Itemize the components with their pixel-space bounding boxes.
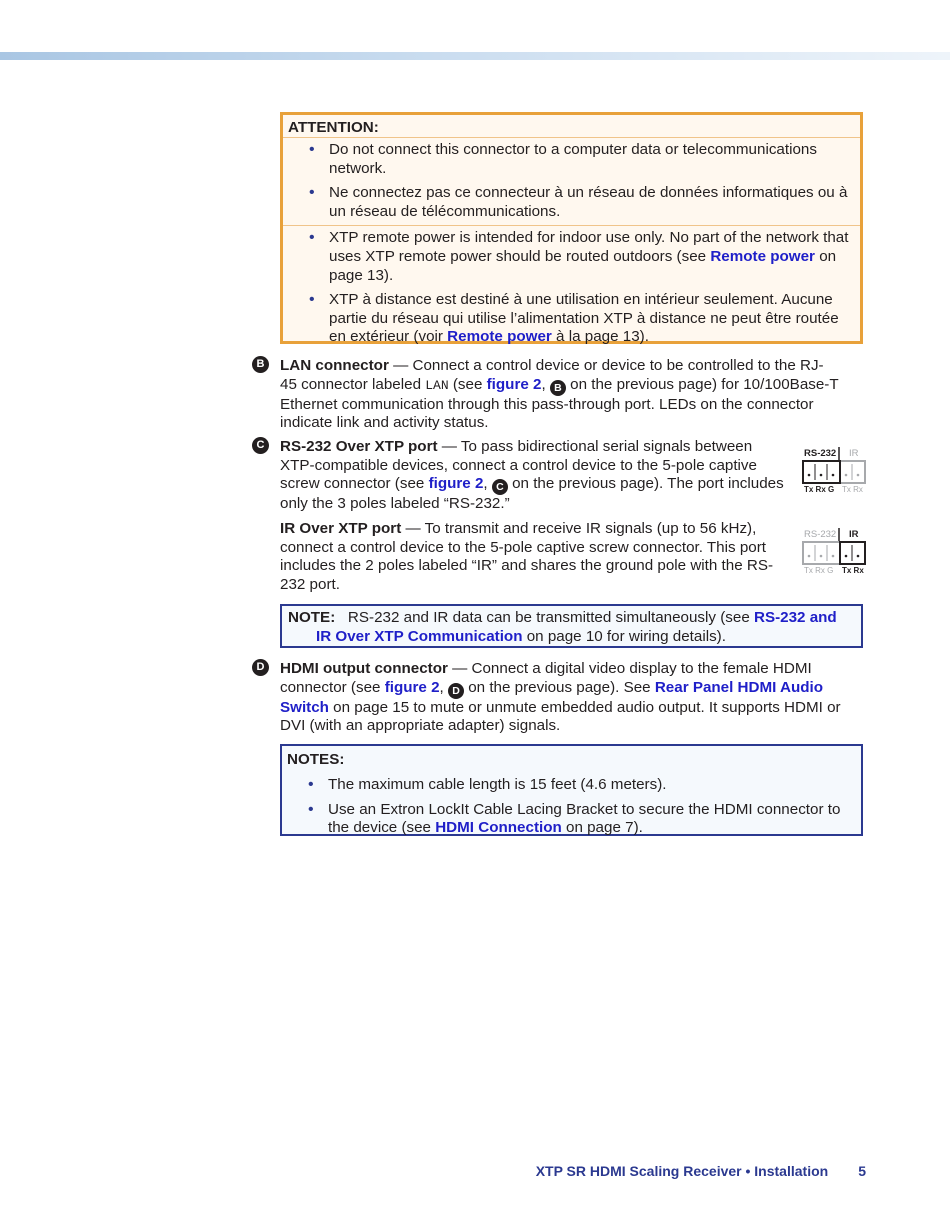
notes-box xyxy=(280,744,863,836)
rs232-label: RS-232 xyxy=(804,448,837,459)
attention-bullet: • XTP à distance est destiné à une utilisation en intérieur seulement. Aucune partie du réseau qui utilise l’alimentation XTP à distance ne peut être routée en extérieur (voir Remote power à la page 13). xyxy=(283,291,860,347)
figure-2-link[interactable]: figure 2 xyxy=(486,375,542,393)
figure-2-link[interactable]: figure 2 xyxy=(428,475,484,493)
callout-marker-b-inline: B xyxy=(550,380,566,396)
page-number: 5 xyxy=(858,1163,866,1179)
rear-panel-hdmi-audio-switch-link[interactable]: Rear Panel HDMI Audio Switch xyxy=(280,678,824,716)
remote-power-link[interactable]: Remote power xyxy=(710,247,815,265)
note-box: NOTE: RS-232 and IR data can be transmitted simultaneously (see RS-232 and IR Over XTP Communication on page 10 for wiring details). xyxy=(280,604,863,648)
rs232-pin-labels: Tx Rx G xyxy=(804,485,835,494)
notes-bullet: • Use an Extron LockIt Cable Lacing Bracket to secure the HDMI connector to the device (see HDMI Connection on page 7). xyxy=(282,801,861,838)
rs232-connector-diagram xyxy=(801,444,869,494)
rs232-label: RS-232 xyxy=(804,529,837,540)
attention-title: ATTENTION: xyxy=(288,119,379,136)
remote-power-link[interactable]: Remote power xyxy=(447,328,552,346)
page-footer xyxy=(536,1162,866,1181)
rs232-paragraph: RS-232 Over XTP port — To pass bidirectional serial signals between XTP-compatible devices, connect a control device to the 5-pole captive screw connector (see figure 2, C on the previous page). The port includes only the 3 poles labeled “RS-232.” xyxy=(280,438,784,513)
ir-title: IR Over XTP port xyxy=(280,520,402,537)
notes-title: NOTES: xyxy=(287,751,345,768)
callout-marker-c: C xyxy=(252,437,269,454)
callout-marker-d: D xyxy=(252,659,269,676)
note-title: NOTE: xyxy=(288,609,336,626)
ir-label: IR xyxy=(849,529,859,540)
attention-bullet: • Ne connectez pas ce connecteur à un réseau de données informatiques ou à un réseau de télécommunications. xyxy=(283,184,860,221)
ir-pin-labels: Tx Rx xyxy=(842,485,863,494)
ir-label: IR xyxy=(849,448,859,459)
ir-pin-labels: Tx Rx xyxy=(842,566,864,575)
rs232-pin-labels: Tx Rx G xyxy=(804,566,834,575)
attention-bullet: • XTP remote power is intended for indoor use only. No part of the network that uses XTP remote power should be routed outdoors (see Remote power on page 13). xyxy=(283,229,860,285)
callout-marker-c-inline: C xyxy=(492,479,508,495)
ir-paragraph: IR Over XTP port — To transmit and receive IR signals (up to 56 kHz), connect a control device to the 5-pole captive screw connector. This port includes the 2 poles labeled “IR” and shares the ground pole with the RS-232 port. xyxy=(280,520,774,593)
hdmi-title: HDMI output connector xyxy=(280,660,448,677)
callout-marker-d-inline: D xyxy=(448,683,464,699)
footer-title: XTP SR HDMI Scaling Receiver • Installation xyxy=(535,1163,829,1179)
lan-connector-title: LAN connector xyxy=(280,357,389,374)
rs232-title: RS-232 Over XTP port xyxy=(280,438,438,455)
callout-marker-b: B xyxy=(252,356,269,373)
figure-2-link[interactable]: figure 2 xyxy=(384,678,440,696)
attention-bullet: • Do not connect this connector to a computer data or telecommunications network. xyxy=(283,141,860,178)
attention-box xyxy=(280,112,863,344)
ir-connector-diagram xyxy=(801,525,869,575)
notes-bullet: • The maximum cable length is 15 feet (4.6 meters). xyxy=(282,776,861,795)
hdmi-connection-link[interactable]: HDMI Connection xyxy=(435,819,562,837)
lan-connector-paragraph: LAN connector — Connect a control device or device to be controlled to the RJ-45 connector labeled LAN (see figure 2, B on the previous page) for 10/100Base-T Ethernet communication through this pass-through port. LEDs on the connector indicate link and activity status. xyxy=(280,357,839,432)
header-gradient-bar xyxy=(0,52,950,60)
rs232-ir-communication-link[interactable]: RS-232 and IR Over XTP Communication xyxy=(316,609,837,645)
hdmi-paragraph: HDMI output connector — Connect a digital video display to the female HDMI connector (see figure 2, D on the previous page). See Rear Panel HDMI Audio Switch on page 15 to mute or unmute embedded audio output. It supports HDMI or DVI (with an appropriate adapter) signals. xyxy=(280,660,841,735)
